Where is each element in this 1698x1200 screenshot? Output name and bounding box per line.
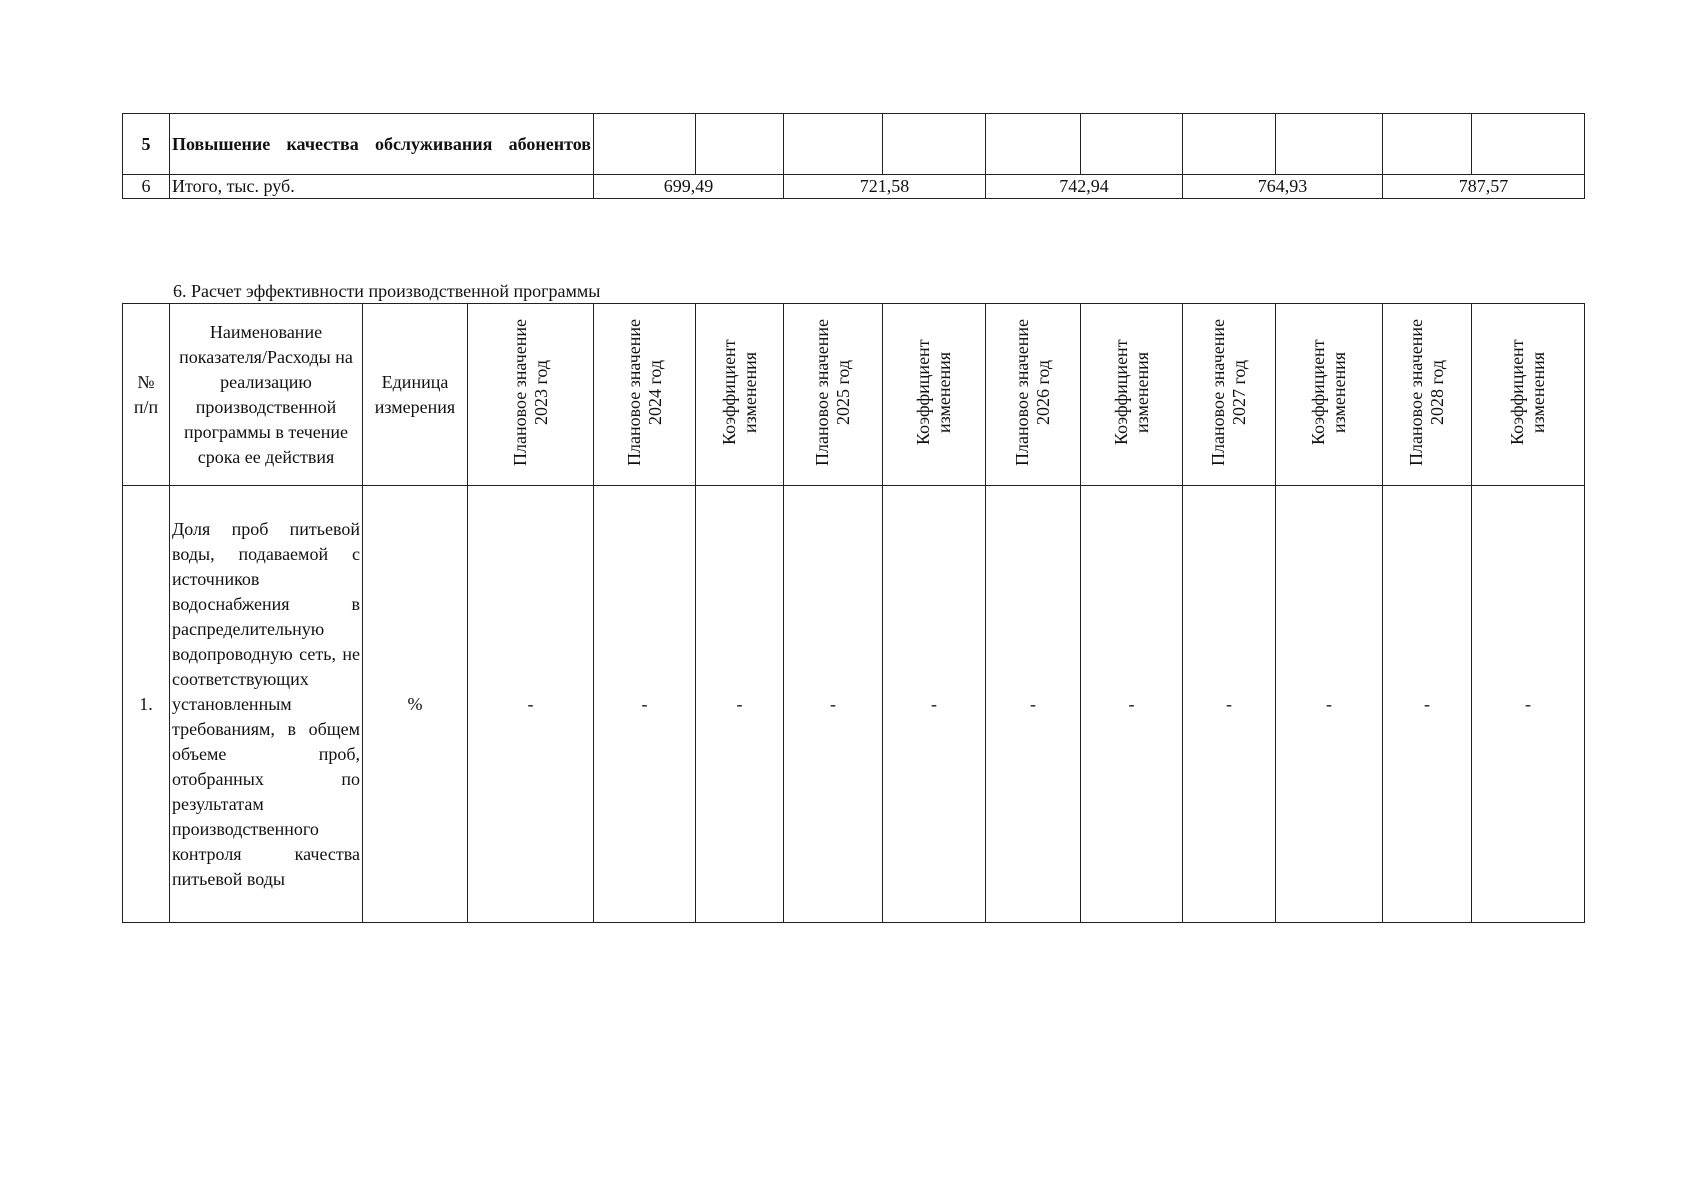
value-cell: - — [784, 486, 883, 923]
table-cell — [883, 114, 986, 175]
header-plan-2028 — [1383, 304, 1472, 486]
header-row — [123, 304, 1585, 486]
value-cell: - — [696, 486, 784, 923]
value-cell: - — [1383, 486, 1472, 923]
table-cell — [1081, 114, 1183, 175]
row-label: Повышение качества обслуживания абонентов — [170, 114, 594, 175]
header-plan-2025-text: Плановое значение 2025 год — [812, 318, 853, 466]
table-row — [123, 486, 1585, 923]
total-value: 721,58 — [784, 175, 986, 199]
header-plan-2026-text: Плановое значение 2026 год — [1012, 318, 1053, 466]
header-plan-2023-text: Плановое значение 2023 год — [509, 318, 551, 466]
row-number: 1. — [123, 486, 170, 923]
value-cell: - — [1183, 486, 1276, 923]
header-coef-text: Коэффициент изменения — [1507, 339, 1548, 445]
value-cell: - — [986, 486, 1081, 923]
table-cell — [1183, 114, 1276, 175]
table-cell — [1276, 114, 1383, 175]
header-name-text: Наименование показателя/Расходы на реализацию производственной программы в течение срока ее действия — [179, 321, 353, 467]
table-cell — [784, 114, 883, 175]
header-coef-2024 — [696, 304, 784, 486]
table-cell — [1472, 114, 1585, 175]
table-row — [123, 175, 1585, 199]
header-coef-2026 — [1081, 304, 1183, 486]
indicator-name-text: Доля проб питьевой воды, подаваемой с источников водоснабжения в распределительную водопроводную сеть, не соответствующих установленным требованиям, в общем объеме проб, отобранных по результатам производственного контроля качества питьевой воды — [172, 518, 360, 889]
header-coef-text: Коэффициент изменения — [1110, 339, 1152, 445]
unit-cell: % — [363, 486, 468, 923]
header-num — [123, 304, 170, 486]
header-unit-text: Единица измерения — [374, 371, 456, 417]
header-plan-2024-text: Плановое значение 2024 год — [623, 318, 665, 466]
header-plan-2028-text: Плановое значение 2028 год — [1406, 318, 1447, 466]
total-value: 787,57 — [1383, 175, 1585, 199]
table-cell — [696, 114, 784, 175]
value-cell: - — [1081, 486, 1183, 923]
header-plan-2023 — [468, 304, 594, 486]
row-number: 5 — [123, 114, 170, 175]
row-label: Итого, тыс. руб. — [170, 175, 594, 199]
table-cell — [1383, 114, 1472, 175]
section-title: 6. Расчет эффективности производственной программы — [173, 281, 601, 301]
header-coef-2027 — [1276, 304, 1383, 486]
efficiency-table — [122, 303, 1585, 923]
row-number: 6 — [123, 175, 170, 199]
table-cell — [594, 114, 696, 175]
header-plan-2024 — [594, 304, 696, 486]
header-coef-2028 — [1472, 304, 1585, 486]
value-cell: - — [1276, 486, 1383, 923]
indicator-name — [170, 486, 363, 923]
value-cell: - — [1472, 486, 1585, 923]
header-coef-text: Коэффициент изменения — [718, 339, 760, 445]
header-coef-2025 — [883, 304, 986, 486]
header-name — [170, 304, 363, 486]
value-cell: - — [594, 486, 696, 923]
total-value: 699,49 — [594, 175, 784, 199]
header-plan-2027 — [1183, 304, 1276, 486]
header-plan-2025 — [784, 304, 883, 486]
header-plan-2026 — [986, 304, 1081, 486]
table-cell — [986, 114, 1081, 175]
header-plan-2027-text: Плановое значение 2027 год — [1208, 318, 1249, 466]
total-value: 742,94 — [986, 175, 1183, 199]
value-cell: - — [883, 486, 986, 923]
header-coef-text: Коэффициент изменения — [1308, 339, 1349, 445]
header-unit — [363, 304, 468, 486]
top-table — [122, 113, 1585, 199]
header-coef-text: Коэффициент изменения — [913, 339, 954, 445]
total-value: 764,93 — [1183, 175, 1383, 199]
header-num-text: № п/п — [133, 371, 159, 417]
value-cell: - — [468, 486, 594, 923]
table-row — [123, 114, 1585, 175]
